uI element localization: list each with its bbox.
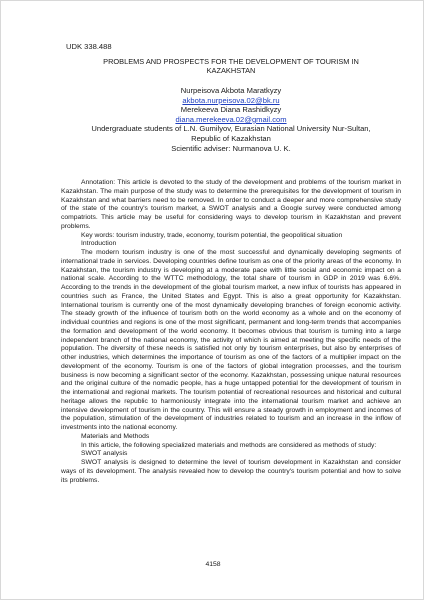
swot-paragraph: SWOT analysis is designed to determine the level of tourism development in Kazakhstan and consider ways of its development. The analysis revealed how to develop the country's tourism potential and how to solve its problems. bbox=[61, 459, 401, 484]
udk-code: UDK 338.488 bbox=[66, 42, 112, 51]
introduction-heading: Introduction bbox=[81, 240, 117, 248]
author-2-email-link[interactable]: diana.merekeeva.02@gmail.com bbox=[175, 114, 287, 124]
title-line-2: KAZAKHSTAN bbox=[206, 66, 256, 75]
annotation-paragraph: Annotation: This article is devoted to the study of the development and problems of the tourism market in Kazakhstan. The main purpose of the study was to determine the prerequisites for the development of tourism in Kazakhstan and what barriers need to be removed. In order to conduct a deeper and more comprehensive study of the state of the country's tourism market, a SWOT analysis and a Google survey were conducted among compatriots. This article may be useful for considering ways to develop tourism in Kazakhstan and prevent problems. bbox=[61, 179, 401, 230]
affiliation-line-2: Republic of Kazakhstan bbox=[191, 133, 271, 143]
introduction-paragraph: The modern tourism industry is one of the most successful and dynamically developing segments of international trade in services. Developing countries define tourism as one of the priority areas of the economy. In Kazakhstan, the tourism industry is developing at a moderate pace with little social and economic impact on a national scale. According to the WTTC methodology, the total share of tourism in GDP in 2019 was 6.6%. According to the trends in the development of the global tourism market, a new influx of tourists has appeared in countries such as France, the United States and Egypt. This is also a great opportunity for Kazakhstan. International tourism is currently one of the most dynamically developing branches of foreign economic activity. The steady growth of the influence of tourism both on the world economy as a whole and on the economy of individual countries and regions is one of the most significant, permanent and long-term trends that accompanies the formation and development of the world economy. It becomes obvious that tourism is turning into a large independent branch of the national economy, the activity of which is aimed at meeting the specific needs of the population. The diversity of these needs is satisfied not only by tourism enterprises, but also by enterprises of other industries, which determines the importance of tourism as one of the factors of a multiplier impact on the development of the economy. Tourism is one of the factors of global integration processes, and the tourism business is now becoming a significant sector of the economy. Kazakhstan, possessing unique natural resources and the original culture of the nomadic people, has a huge untapped potential for the development of tourism in the international and regional markets. The tourism potential of recreational resources and historical and cultural heritage allows the republic to harmoniously integrate into the international tourism market and achieve an intensive development of tourism in the country. This will ensure a steady growth in employment and incomes of the population, stimulation of the development of industries related to tourism and an increase in the inflow of investments into the national economy. bbox=[61, 249, 401, 431]
page-number: 4158 bbox=[205, 561, 221, 568]
scientific-adviser: Scientific adviser: Nurmanova U. K. bbox=[171, 143, 291, 153]
author-1-email-link[interactable]: akbota.nurpeisova.02@bk.ru bbox=[182, 95, 280, 105]
methods-paragraph: In this article, the following specialized materials and methods are considered as methods of study: bbox=[81, 441, 377, 449]
title-line-1: PROBLEMS AND PROSPECTS FOR THE DEVELOPMENT OF TOURISM IN bbox=[103, 57, 359, 66]
affiliation-line-1: Undergraduate students of L.N. Gumilyov, Eurasian National University Nur-Sultan, bbox=[91, 124, 371, 134]
article-body bbox=[61, 179, 401, 485]
author-block bbox=[61, 86, 401, 153]
materials-methods-heading: Materials and Methods bbox=[81, 432, 150, 440]
author-1-name: Nurpeisova Akbota Maratkyzy bbox=[180, 86, 282, 95]
article-title bbox=[61, 57, 401, 75]
author-2-name: Merekeeva Diana Rashidkyzy bbox=[180, 105, 282, 115]
keywords-paragraph: Key words: tourism industry, trade, economy, tourism potential, the geopolitical situation bbox=[81, 231, 343, 239]
swot-heading: SWOT analysis bbox=[81, 450, 128, 458]
